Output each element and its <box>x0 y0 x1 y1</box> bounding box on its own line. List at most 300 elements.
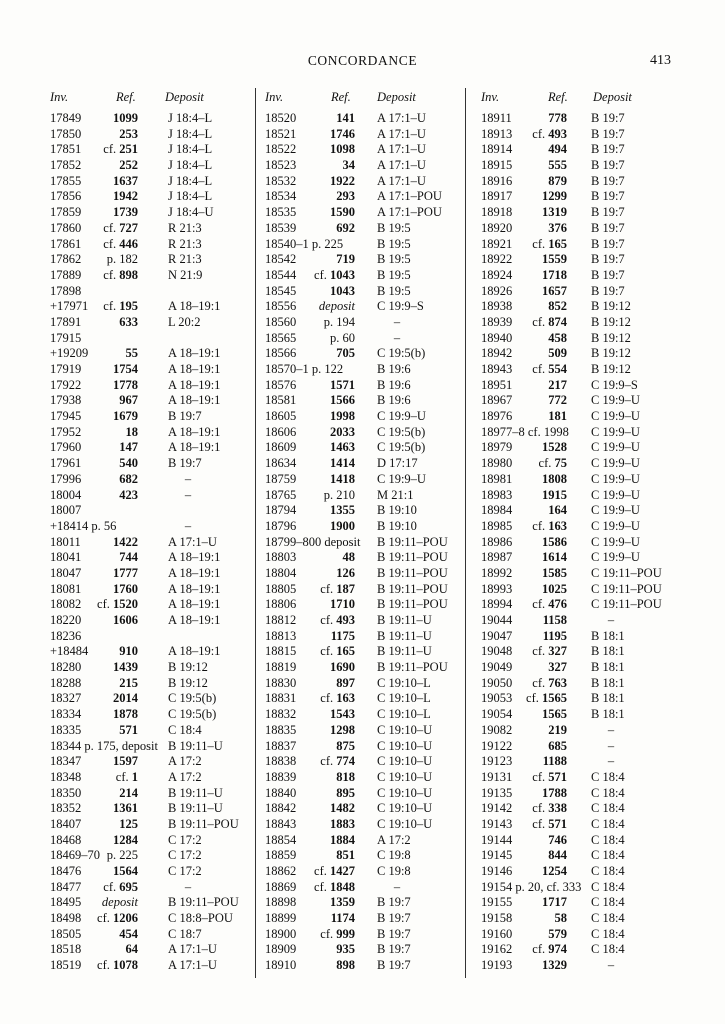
entry-ref-number: 458 <box>548 330 567 345</box>
entry-ref <box>336 252 355 268</box>
table-row <box>481 880 681 896</box>
table-row <box>50 550 253 566</box>
table-row <box>50 221 253 237</box>
entry-inv: 18352 <box>50 801 82 816</box>
entry-deposit: C 19:5(b) <box>377 440 426 455</box>
entry-inv: 18984 <box>481 503 513 518</box>
entry-inv: 18542 <box>265 252 297 267</box>
entry-ref-number: 1439 <box>113 660 138 675</box>
entry-ref: cf. 1427 <box>314 864 355 878</box>
entry-ref <box>548 927 567 943</box>
entry-deposit: B 19:10 <box>377 518 417 533</box>
table-row <box>481 833 681 849</box>
entry-deposit: D 17:17 <box>377 456 418 471</box>
entry-ref <box>126 425 139 441</box>
table-row <box>481 597 681 613</box>
header-ref: Ref. <box>331 90 351 104</box>
entry-ref <box>548 503 567 519</box>
entry-deposit: B 19:11–POU <box>377 581 448 596</box>
entry-deposit: C 18:4 <box>591 926 625 941</box>
entry-inv: 18943 <box>481 362 513 376</box>
table-row <box>481 801 681 817</box>
dash: – <box>607 722 615 737</box>
entry-inv: 18840 <box>265 785 297 800</box>
entry-deposit: B 19:6 <box>377 393 411 408</box>
table-row <box>265 691 461 707</box>
entry-ref <box>542 707 567 723</box>
table-row <box>265 833 461 849</box>
dash: – <box>607 754 615 769</box>
entry-deposit: B 19:7 <box>377 958 411 973</box>
table-row <box>50 425 253 441</box>
entry-inv: 18985 <box>481 518 513 533</box>
entry-ref-number: 2033 <box>330 424 355 439</box>
entry-ref <box>548 723 567 739</box>
entry-ref-number: 1098 <box>330 142 355 157</box>
entry-inv: 18942 <box>481 346 513 361</box>
entry-deposit: A 17:2 <box>168 769 202 784</box>
entry-ref-number: 1848 <box>330 879 355 894</box>
entry-inv: 18913 <box>481 126 513 141</box>
entry-inv: 19049 <box>481 660 513 675</box>
entry-deposit: A 17:1–U <box>168 534 217 549</box>
entry-deposit: C 19:9–S <box>591 377 638 392</box>
table-row <box>481 378 681 394</box>
header-deposit: Deposit <box>165 90 204 104</box>
entry-deposit: C 19:10–L <box>377 675 431 690</box>
entry-ref-number: 446 <box>119 236 138 251</box>
entry-inv: 18830 <box>265 675 297 690</box>
entry-ref-number: 163 <box>548 518 567 533</box>
entry-inv: 18522 <box>265 142 297 157</box>
entry-ref <box>119 315 138 331</box>
entry-inv-ref: 18977–8 cf. 1998 <box>481 424 569 439</box>
entry-inv: 19145 <box>481 848 513 863</box>
entry-deposit: B 19:7 <box>377 926 411 941</box>
entry-deposit: C 19:5(b) <box>168 707 217 722</box>
entry-ref-number: 293 <box>336 189 355 204</box>
header-inv: Inv. <box>265 90 284 104</box>
table-row <box>265 566 461 582</box>
entry-deposit: C 19:9–U <box>377 471 426 486</box>
concordance-column-1 <box>50 90 253 980</box>
entry-inv: 18924 <box>481 267 513 282</box>
entry-deposit: B 19:11–U <box>377 644 432 659</box>
entry-deposit: C 17:2 <box>168 848 202 863</box>
entry-ref <box>113 566 138 582</box>
entry-ref-number: 999 <box>336 926 355 941</box>
entry-ref-number: 214 <box>119 785 138 800</box>
dash: – <box>184 487 192 502</box>
entry-ref-number: 554 <box>548 362 567 376</box>
table-row <box>481 519 681 535</box>
entry-ref <box>330 707 355 723</box>
table-row <box>481 644 681 660</box>
entry-ref: cf. 571 <box>532 769 567 784</box>
entry-inv: 18819 <box>265 660 297 675</box>
entry-inv: 19146 <box>481 864 513 878</box>
entry-inv: 18521 <box>265 126 297 141</box>
page-number: 413 <box>650 53 671 68</box>
entry-ref: cf. 1565 <box>526 691 567 706</box>
entry-ref-number: 897 <box>336 675 355 690</box>
entry-ref-number: 1586 <box>542 534 567 549</box>
entry-ref-number: 1606 <box>113 613 138 627</box>
entry-ref-number: 164 <box>548 503 567 518</box>
entry-inv: 19122 <box>481 738 513 753</box>
entry-deposit: J 18:4–U <box>168 205 214 220</box>
entry-inv: 17850 <box>50 126 82 141</box>
entry-inv: 18534 <box>265 189 297 204</box>
table-row <box>265 409 461 425</box>
entry-inv: 18803 <box>265 550 297 565</box>
entry-deposit: B 18:1 <box>591 660 625 675</box>
entry-inv: 18987 <box>481 550 513 565</box>
entry-inv: 18939 <box>481 314 513 329</box>
table-row <box>265 221 461 237</box>
entry-inv: 17898 <box>50 283 82 298</box>
dash: – <box>184 471 192 486</box>
column-header-row <box>265 90 461 110</box>
entry-ref-number: 1099 <box>113 111 138 125</box>
entry-deposit: C 19:9–U <box>591 534 640 549</box>
entry-inv: 18539 <box>265 220 297 235</box>
entry-ref-number: 1657 <box>542 283 567 298</box>
entry-ref: cf. 1206 <box>97 911 138 926</box>
table-row <box>265 848 461 864</box>
entry-inv: 17849 <box>50 111 82 125</box>
table-row <box>265 284 461 300</box>
table-row <box>265 911 461 927</box>
concordance-column-3 <box>481 90 681 980</box>
entry-ref-number: 571 <box>119 722 138 737</box>
entry-inv: 18940 <box>481 330 513 345</box>
entry-ref <box>542 284 567 300</box>
table-row <box>50 958 253 974</box>
entry-deposit: B 19:11–U <box>168 801 223 816</box>
entry-ref-number: 744 <box>119 550 138 565</box>
entry-inv: 18976 <box>481 409 513 424</box>
entry-ref-number: 1319 <box>542 205 567 220</box>
entry-inv: 18236 <box>50 628 82 643</box>
entry-ref-number: 774 <box>336 754 355 769</box>
entry-ref-number: 746 <box>548 832 567 847</box>
entry-ref-number: 251 <box>119 142 138 157</box>
entry-ref-number: 1585 <box>542 565 567 580</box>
entry-deposit: J 18:4–L <box>168 111 213 125</box>
entry-ref-number: 1564 <box>113 864 138 878</box>
entry-ref-number: 1361 <box>113 801 138 816</box>
entry-inv: 18605 <box>265 409 297 424</box>
entry-inv: 18348 <box>50 769 82 784</box>
entry-inv: 18899 <box>265 911 297 926</box>
table-row <box>50 472 253 488</box>
entry-ref-number: 181 <box>548 409 567 424</box>
table-row <box>50 268 253 284</box>
entry-ref-number: 682 <box>119 471 138 486</box>
entry-list <box>481 111 681 974</box>
table-row <box>265 158 461 174</box>
entry-ref-number: 1717 <box>542 895 567 910</box>
table-row <box>481 284 681 300</box>
entry-ref <box>113 801 138 817</box>
entry-ref <box>119 440 138 456</box>
concordance-column-2 <box>265 90 461 980</box>
entry-ref <box>119 393 138 409</box>
entry-deposit: B 19:11–POU <box>377 565 448 580</box>
entry-ref-number: 18 <box>125 424 138 439</box>
entry-inv: 18831 <box>265 691 297 706</box>
entry-ref-number: 705 <box>336 346 355 361</box>
entry-inv: 18288 <box>50 675 82 690</box>
running-title: CONCORDANCE <box>307 53 418 68</box>
table-row <box>265 378 461 394</box>
entry-deposit: B 18:1 <box>591 644 625 659</box>
entry-ref-number: 727 <box>119 220 138 235</box>
entry-ref-number: 763 <box>548 675 567 690</box>
entry-inv: 17961 <box>50 456 82 471</box>
entry-deposit: A 18–19:1 <box>168 550 221 565</box>
entry-ref <box>548 158 567 174</box>
entry-ref-number: 1690 <box>330 660 355 675</box>
entry-deposit: B 19:11–U <box>168 738 223 753</box>
table-row <box>265 864 461 880</box>
entry-deposit: C 19:10–U <box>377 722 433 737</box>
table-row <box>481 911 681 927</box>
entry-deposit: A 17:1–U <box>377 111 426 125</box>
entry-deposit: B 19:12 <box>591 362 631 376</box>
entry-ref-number: 1482 <box>330 801 355 816</box>
entry-ref: cf. 999 <box>320 926 355 941</box>
entry-ref-number: 1195 <box>542 628 567 643</box>
entry-inv: 18794 <box>265 503 297 518</box>
entry-deposit: C 18:4 <box>591 942 625 957</box>
table-row <box>481 221 681 237</box>
entry-ref-number: 974 <box>548 942 567 957</box>
entry-deposit: B 19:7 <box>377 942 411 957</box>
entry-ref <box>113 362 138 378</box>
entry-ref-number: 1025 <box>542 581 567 596</box>
entry-ref <box>542 440 567 456</box>
table-row <box>265 644 461 660</box>
table-row <box>50 739 253 755</box>
entry-ref-number: 1414 <box>330 456 355 471</box>
entry-ref <box>330 378 355 394</box>
table-row <box>265 299 461 315</box>
entry-ref: cf. 195 <box>103 299 138 314</box>
entry-list <box>50 111 253 974</box>
entry-inv: 19193 <box>481 958 513 973</box>
entry-ref <box>330 472 355 488</box>
entry-ref-number: 1206 <box>113 911 138 926</box>
entry-ref <box>336 942 355 958</box>
entry-deposit: B 19:7 <box>591 283 625 298</box>
header-ref: Ref. <box>548 90 568 104</box>
entry-inv: 18519 <box>50 958 82 973</box>
table-row <box>265 174 461 190</box>
entry-inv: 18477 <box>50 879 82 894</box>
entry-ref-number: 1254 <box>542 864 567 878</box>
entry-inv: 18544 <box>265 267 297 282</box>
entry-inv: 17945 <box>50 409 82 424</box>
entry-deposit: A 17:1–U <box>377 126 426 141</box>
entry-deposit: R 21:3 <box>168 252 202 267</box>
entry-deposit: C 19:9–U <box>591 456 640 471</box>
entry-ref <box>542 864 567 880</box>
table-row <box>265 111 461 127</box>
entry-ref <box>126 942 139 958</box>
entry-deposit: J 18:4–L <box>168 189 213 204</box>
entry-deposit: C 18:7 <box>168 926 202 941</box>
entry-inv: 18011 <box>50 534 81 549</box>
entry-ref-number: 1808 <box>542 471 567 486</box>
entry-ref <box>336 786 355 802</box>
table-row <box>50 613 253 629</box>
entry-inv: 17915 <box>50 330 82 345</box>
table-row <box>50 911 253 927</box>
entry-deposit: B 19:12 <box>591 314 631 329</box>
table-row <box>50 362 253 378</box>
table-row <box>50 409 253 425</box>
entry-deposit: C 19:9–S <box>377 299 424 314</box>
entry-ref-number: 327 <box>548 660 567 675</box>
entry-inv: 18983 <box>481 487 513 502</box>
entry-ref <box>330 519 355 535</box>
entry-ref-number: 1566 <box>330 393 355 408</box>
entry-ref <box>336 770 355 786</box>
table-row <box>265 707 461 723</box>
entry-deposit: B 19:11–POU <box>377 550 448 565</box>
table-row <box>265 189 461 205</box>
table-row <box>50 927 253 943</box>
column-header-row <box>50 90 253 110</box>
entry-deposit: B 19:6 <box>377 377 411 392</box>
dash: – <box>607 613 615 627</box>
table-row <box>265 597 461 613</box>
entry-ref-number: 579 <box>548 926 567 941</box>
dash: – <box>184 518 192 533</box>
entry-ref-number: 898 <box>119 267 138 282</box>
dash: – <box>393 330 401 345</box>
entry-ref: cf. 898 <box>103 267 138 282</box>
header-ref: Ref. <box>116 90 136 104</box>
entry-inv: 18981 <box>481 471 513 486</box>
table-row <box>50 676 253 692</box>
entry-inv-ref: 18799–800 deposit <box>265 534 361 549</box>
entry-inv: 18979 <box>481 440 513 455</box>
table-row <box>50 237 253 253</box>
entry-ref <box>330 833 355 849</box>
entry-ref-number: 1878 <box>113 707 138 722</box>
entry-ref: cf. 1043 <box>314 267 355 282</box>
entry-ref <box>119 550 138 566</box>
entry-deposit: C 19:9–U <box>591 471 640 486</box>
table-row <box>50 942 253 958</box>
entry-ref-number: 253 <box>119 126 138 141</box>
entry-ref <box>119 644 138 660</box>
table-row <box>481 817 681 833</box>
entry-inv: 18581 <box>265 393 297 408</box>
table-row <box>50 597 253 613</box>
entry-ref <box>119 723 138 739</box>
entry-inv: 17855 <box>50 173 82 188</box>
entry-deposit: C 19:5(b) <box>168 691 217 706</box>
entry-ref-number: 1559 <box>542 252 567 267</box>
table-row <box>481 346 681 362</box>
entry-inv: 18832 <box>265 707 297 722</box>
entry-inv: 19047 <box>481 628 513 643</box>
entry-deposit: C 19:9–U <box>591 440 640 455</box>
table-row <box>50 488 253 504</box>
table-row <box>481 331 681 347</box>
entry-deposit: C 19:5(b) <box>377 424 426 439</box>
entry-ref <box>336 848 355 864</box>
entry-ref-number: 1520 <box>113 597 138 612</box>
entry-inv: 19155 <box>481 895 513 910</box>
table-row <box>265 237 461 253</box>
entry-deposit: B 19:7 <box>591 236 625 251</box>
entry-ref-number: 1043 <box>330 283 355 298</box>
entry-ref-number: 1158 <box>542 613 567 627</box>
table-row <box>265 440 461 456</box>
entry-inv: 18334 <box>50 707 82 722</box>
entry-inv: 18915 <box>481 158 513 173</box>
entry-inv: 18916 <box>481 173 513 188</box>
table-row <box>50 205 253 221</box>
entry-inv: 17960 <box>50 440 82 455</box>
entry-ref-number: 1422 <box>113 534 138 549</box>
entry-ref <box>548 331 567 347</box>
entry-ref <box>113 378 138 394</box>
entry-inv-ref: +18414 p. 56 <box>50 518 117 533</box>
entry-inv: 18335 <box>50 722 82 737</box>
dash: – <box>393 879 401 894</box>
entry-ref-number: 476 <box>548 597 567 612</box>
entry-deposit: B 19:7 <box>591 189 625 204</box>
entry-inv: 18914 <box>481 142 513 157</box>
entry-ref <box>542 958 567 974</box>
table-row <box>481 409 681 425</box>
table-row <box>265 739 461 755</box>
entry-deposit: B 19:7 <box>377 895 411 910</box>
entry-ref-number: 874 <box>548 314 567 329</box>
entry-ref <box>542 550 567 566</box>
entry-deposit: C 19:10–L <box>377 707 431 722</box>
entry-ref: cf. 974 <box>532 942 567 957</box>
entry-deposit: B 19:5 <box>377 236 411 251</box>
entry-deposit: C 18:4 <box>591 879 625 894</box>
entry-ref <box>331 629 355 645</box>
entry-ref: p. 60 <box>330 330 355 345</box>
entry-inv: 18498 <box>50 911 82 926</box>
entry-ref-number: 1614 <box>542 550 567 565</box>
entry-ref-number: 1883 <box>330 816 355 831</box>
entry-inv: 18407 <box>50 816 82 831</box>
entry-ref: cf. 774 <box>320 754 355 769</box>
entry-ref <box>330 142 355 158</box>
entry-ref: cf. 727 <box>103 220 138 235</box>
entry-ref <box>330 597 355 613</box>
entry-ref-number: 1710 <box>330 597 355 612</box>
entry-inv: 18081 <box>50 581 82 596</box>
entry-ref-number: 147 <box>119 440 138 455</box>
entry-deposit: C 18:4 <box>591 816 625 831</box>
entry-ref: cf. 187 <box>320 581 355 596</box>
entry-inv: 19048 <box>481 644 513 659</box>
entry-ref <box>542 268 567 284</box>
entry-ref-number: 1 <box>131 769 138 784</box>
table-row <box>265 252 461 268</box>
